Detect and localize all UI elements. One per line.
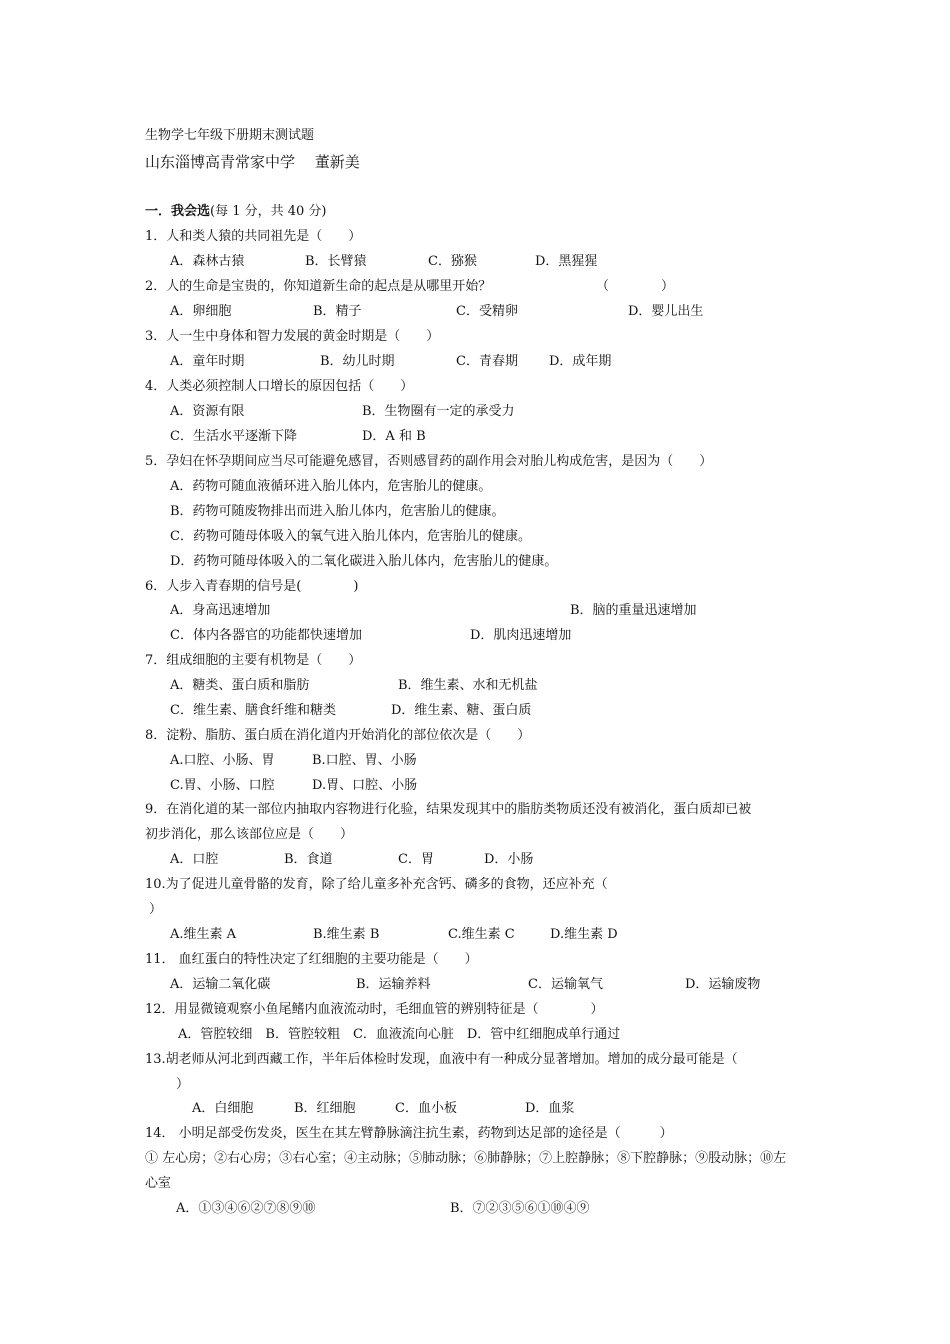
question-stem: 3．人一生中身体和智力发展的黄金时期是（ ） xyxy=(145,329,440,344)
option-b: B．⑦②③⑤⑥①⑩④⑨ xyxy=(450,1201,590,1216)
option-b: B．长臂猿 xyxy=(305,254,367,269)
option-b: B.口腔、胃、小肠 xyxy=(312,753,417,768)
exam-title: 生物学七年级下册期末测试题 xyxy=(145,128,315,143)
option-c: C.胃、小肠、口腔 xyxy=(170,778,275,793)
question-stem: 12．用显微镜观察小鱼尾鳍内血液流动时，毛细血管的辨别特征是（ ） xyxy=(145,1002,604,1017)
option-c: C．运输氧气 xyxy=(528,977,603,992)
option-c: C．青春期 xyxy=(456,354,518,369)
option-b: B．维生素、水和无机盐 xyxy=(398,678,538,693)
question-stem: 6．人步入青春期的信号是( ) xyxy=(145,579,359,594)
option-a: A．糖类、蛋白质和脂肪 xyxy=(170,678,310,693)
answer-blank: ） xyxy=(176,1077,190,1092)
option-a: A．口腔 xyxy=(170,852,219,867)
option-a: A.维生素 A xyxy=(170,927,237,942)
question-stem-continued: 初步消化，那么该部位应是（ ） xyxy=(145,827,354,842)
option-c: C．体内各器官的功能都快速增加 xyxy=(170,628,362,643)
option-b: B．精子 xyxy=(313,304,362,319)
answer-blank: ） xyxy=(149,902,163,917)
question-stem: 7．组成细胞的主要有机物是（ ） xyxy=(145,653,362,668)
option-d: D.胃、口腔、小肠 xyxy=(312,778,418,793)
question-stem: 9．在消化道的某一部位内抽取内容物进行化验，结果发现其中的脂肪类物质还没有被消化，蛋白质却已被 xyxy=(145,802,752,817)
option-b: B．药物可随废物排出而进入胎儿体内，危害胎儿的健康。 xyxy=(170,504,505,519)
option-d: D．运输废物 xyxy=(685,977,761,992)
question-stem: 8．淀粉、脂肪、蛋白质在消化道内开始消化的部位依次是（ ） xyxy=(145,728,531,743)
question-stem: 4．人类必须控制人口增长的原因包括（ ） xyxy=(145,379,414,394)
options-line: A．管腔较细 B．管腔较粗 C．血液流向心脏 D．管中红细胞成单行通过 xyxy=(178,1027,621,1042)
school-author: 山东淄博高青常家中学 董新美 xyxy=(145,153,360,171)
structure-list-continued: 心室 xyxy=(145,1176,172,1191)
question-stem: 10.为了促进儿童骨骼的发育，除了给儿童多补充含钙、磷多的食物，还应补充（ xyxy=(145,877,608,892)
answer-blank: （ ） xyxy=(596,279,675,294)
option-b: B．红细胞 xyxy=(294,1101,356,1116)
option-b: B．运输养料 xyxy=(356,977,431,992)
option-d: D．小肠 xyxy=(484,852,534,867)
option-c: C．生活水平逐渐下降 xyxy=(170,429,297,444)
question-stem: 2．人的生命是宝贵的，你知道新生命的起点是从哪里开始？ xyxy=(145,279,492,294)
option-b: B．脑的重量迅速增加 xyxy=(570,603,697,618)
question-stem: 11． 血红蛋白的特性决定了红细胞的主要功能是（ ） xyxy=(145,952,478,967)
option-c: C.维生素 C xyxy=(448,927,515,942)
option-c: C．血小板 xyxy=(395,1101,457,1116)
option-c: C．药物可随母体吸入的氧气进入胎儿体内，危害胎儿的健康。 xyxy=(170,529,531,544)
option-d: D.维生素 D xyxy=(550,927,618,942)
option-a: A．森林古猿 xyxy=(170,254,245,269)
structure-list: ① 左心房；②右心房；③右心室；④主动脉；⑤肺动脉；⑥肺静脉；⑦上腔静脉；⑧下腔静脉；⑨股动脉；⑩左 xyxy=(145,1151,787,1166)
question-stem: 13.胡老师从河北到西藏工作，半年后体检时发现，血液中有一种成分显著增加。增加的成分最可能是（ xyxy=(145,1052,738,1067)
option-d: D．黑猩猩 xyxy=(535,254,598,269)
option-d: D．肌肉迅速增加 xyxy=(470,628,572,643)
option-b: B．生物圈有一定的承受力 xyxy=(362,404,515,419)
option-c: C．胃 xyxy=(398,852,434,867)
option-c: C．维生素、膳食纤维和糖类 xyxy=(170,703,336,718)
option-b: B.维生素 B xyxy=(313,927,380,942)
option-d: D．维生素、糖、蛋白质 xyxy=(391,703,532,718)
option-a: A．运输二氧化碳 xyxy=(170,977,271,992)
option-d: D．血浆 xyxy=(525,1101,575,1116)
option-d: D．成年期 xyxy=(549,354,612,369)
question-stem: 5．孕妇在怀孕期间应当尽可能避免感冒，否则感冒药的副作用会对胎儿构成危害，是因为（ ） xyxy=(145,454,713,469)
option-c: C．受精卵 xyxy=(456,304,518,319)
option-a: A．①③④⑥②⑦⑧⑨⑩ xyxy=(176,1201,316,1216)
option-d: D．A 和 B xyxy=(362,429,426,444)
option-a: A.口腔、小肠、胃 xyxy=(170,753,275,768)
option-a: A．资源有限 xyxy=(170,404,245,419)
option-a: A．药物可随血液循环进入胎儿体内，危害胎儿的健康。 xyxy=(170,479,492,494)
option-c: C．猕猴 xyxy=(428,254,477,269)
option-a: A．身高迅速增加 xyxy=(170,603,271,618)
question-stem: 1．人和类人猿的共同祖先是（ ） xyxy=(145,229,362,244)
option-a: A．卵细胞 xyxy=(170,304,232,319)
section-title: 一．我会选 xyxy=(145,204,211,219)
option-b: B．食道 xyxy=(284,852,333,867)
option-d: D．药物可随母体吸入的二氧化碳进入胎儿体内，危害胎儿的健康。 xyxy=(170,554,558,569)
section-score-note: (每 1 分，共 40 分) xyxy=(210,204,327,219)
section-heading xyxy=(145,204,327,220)
option-b: B．幼儿时期 xyxy=(320,354,395,369)
question-stem: 14． 小明足部受伤发炎，医生在其左臂静脉滴注抗生素，药物到达足部的途径是（ ） xyxy=(145,1126,673,1141)
option-a: A．白细胞 xyxy=(192,1101,254,1116)
option-d: D．婴儿出生 xyxy=(628,304,704,319)
option-a: A．童年时期 xyxy=(170,354,245,369)
